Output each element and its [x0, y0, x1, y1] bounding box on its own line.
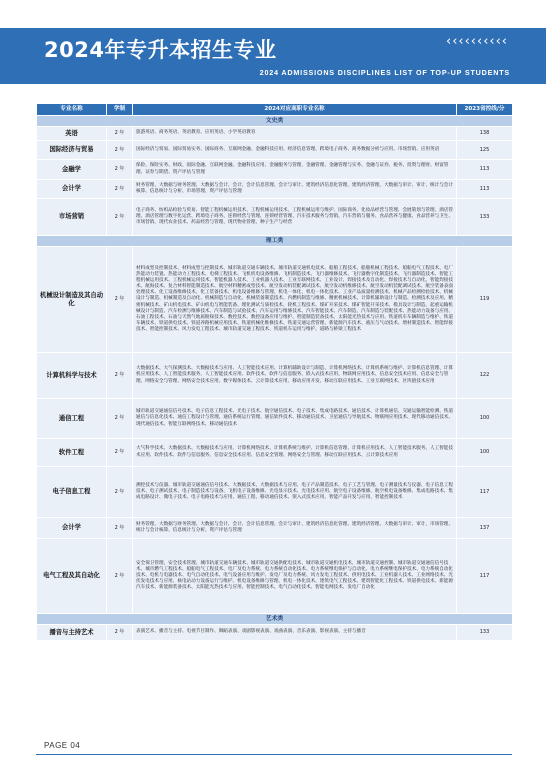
category-row-wenshi [37, 116, 513, 127]
table-row [37, 127, 513, 141]
source-majors: 大气科学技术、大数据技术、大数据技术与应用、计算机网络技术、计算机系统与维护、计算机信息管理、计算机应用技术、人工智能技术服务、人工智能技术应用、软件技术、软件与信息服务、信息安全技术应用、信息安全管理、网络安全与管理、移动互联应用技术、云计算技术应用 [133, 439, 457, 467]
control-score: 138 [457, 127, 513, 141]
study-length: 2 年 [107, 399, 133, 439]
chevron-decoration-icon: ‹‹‹‹‹‹‹‹‹‹ [446, 34, 508, 49]
study-length: 2 年 [107, 141, 133, 160]
source-majors: 电子商务、纺织品检验与贸易、智能工程机械运用技术、工程机械运用技术、工程机械运用与维护、国际商务、化妆品经营与管理、会展策划与管理、酒店管理、酒店管理与数字化运营、跨境电子商务、连锁经营与管理、连锁经营管理、汽车技术服务与营销、汽车营销与服务、食品营养与健康、食品营养与卫生、市场营销、现代农业技术、药品经营与管理、现代物业管理、种子生产与经营 [133, 199, 457, 236]
table-row [37, 399, 513, 439]
category-label: 艺术类 [37, 614, 513, 625]
major-name: 电子信息工程 [37, 467, 107, 518]
major-name: 市场营销 [37, 199, 107, 236]
control-score: 117 [457, 467, 513, 518]
control-score: 122 [457, 353, 513, 399]
column-header-sources: 2024对应高职专业名称 [133, 104, 457, 116]
table-row [37, 539, 513, 614]
study-length: 2 年 [107, 247, 133, 353]
control-score: 117 [457, 539, 513, 614]
table-row [37, 625, 513, 641]
table-row [37, 199, 513, 236]
control-score: 133 [457, 199, 513, 236]
source-majors: 安全保卫管理、安全技术管理、城市轨道交通车辆技术、城市轨道交通供配电技术、城市轨道交通机电技术、城市轨道交通控制、城市轨道交通通信信号技术、城市燃气工程技术、船舶电气工程技术、电厂及电力系统、电力系统自动化技术、电力系统继电保护与自动化、电力系统继电保护技术、电力系统自动化技术、电机与电器技术、电气自动化技术、电气设备应用与维护、发电厂及电力系统、风力发电工程技术、供用电技术、工业机器人技术、工业网络技术、光伏发电技术与应用、核电站动力设备运行与维护、机电设备维修与管理、机电一体化技术、建筑电气工程技术、建筑智能化工程技术、铁道供电技术、新能源汽车技术、新能源装备技术、太阳能光热技术与应用、智能控制技术、电气自动化技术、智能电网技术、发电厂自动化 [133, 539, 457, 614]
major-name: 电气工程及其自动化 [37, 539, 107, 614]
control-score: 125 [457, 141, 513, 160]
column-header-major: 专业名称 [37, 104, 107, 116]
table-row [37, 518, 513, 539]
control-score: 100 [457, 399, 513, 439]
major-name: 播音与主持艺术 [37, 625, 107, 641]
source-majors: 财务管理、大数据与财务管理、大数据与会计、会计、会计信息管理、会计与审计、建筑经济信息化管理、建筑经济管理、大数据与审计、审计、统计与会计核算、信息统计与分析、市场管理、资产评估与管理 [133, 180, 457, 199]
table-row [37, 353, 513, 399]
study-length: 2 年 [107, 467, 133, 518]
table-row [37, 247, 513, 353]
table-row [37, 439, 513, 467]
major-name: 英语 [37, 127, 107, 141]
control-score: 113 [457, 180, 513, 199]
study-length: 2 年 [107, 518, 133, 539]
table-header-row [37, 104, 513, 116]
table-row [37, 160, 513, 180]
study-length: 2 年 [107, 625, 133, 641]
source-majors: 财务管理、大数据与财务管理、大数据与会计、会计、会计信息管理、会计与审计、建筑经济信息化管理、建筑经济管理、大数据与审计、审计、市场管理、统计与会计核算、信息统计与分析、资产评估与管理 [133, 518, 457, 539]
major-name: 机械设计制造及其自动化 [37, 247, 107, 353]
table-row [37, 141, 513, 160]
source-majors: 城市轨道交通通信信号技术、电子信息工程技术、光电子技术、航空通信技术、电子技术、集成电路技术、通信技术、计算机通信、交通运输智能检测、铁道通信与信息化技术、通信工程设计与管理、通信系统运行管理、通信软件技术、移动通信技术、卫星通信与导航技术、物联网应用技术、现代移动通信技术、现代通信技术、智能互联网络技术、移动通信技术 [133, 399, 457, 439]
study-length: 2 年 [107, 539, 133, 614]
control-score: 100 [457, 439, 513, 467]
source-majors: 保险、保险实务、财政、国际金融、互联网金融、金融科技应用、金融服务与管理、金融管理、金融管理与实务、金融与证券、税务、投资与理财、财富管理、证券与期货、资产评估与管理 [133, 160, 457, 180]
study-length: 2 年 [107, 199, 133, 236]
column-header-length: 学制 [107, 104, 133, 116]
page-number: PAGE 04 [44, 741, 81, 750]
study-length: 2 年 [107, 353, 133, 399]
category-row-yishu [37, 614, 513, 625]
study-length: 2 年 [107, 127, 133, 141]
source-majors: 旅游英语、商务英语、英语教育、应用英语、小学英语教育 [133, 127, 457, 141]
category-label: 文史类 [37, 116, 513, 127]
study-length: 2 年 [107, 439, 133, 467]
major-name: 软件工程 [37, 439, 107, 467]
control-score: 137 [457, 518, 513, 539]
source-majors: 材料成型及控制技术、材料成型与控制技术、城市轨道交通车辆技术、城市轨道交通机电技术、船舶工程技术、船舶机械工程技术、船舶电气工程技术、电厂热能动力装置、热能动力工程技术、电梯工程技术、飞机机电设备维修、飞机制造技术、飞行器维修技术、飞行器数字化制造技术、飞行器制造技术、智能工程机械运用技术、工程机械运用技术、智能机器人技术、工业机器人技术、工业互联网技术、工业设计、焊接技术及自动化、焊接技术与自动化、智能焊接技术、航海技术、复合材料智能制造技术、航空材料精密成型技术、航空发动机装配调试技术、航空发动机维修技术、航空发动机装配调试技术、航空装备表面处理技术、化工设备维修技术、化工装备技术、机电设备维修与管理、机电一体化、机电一体化技术、工业产品质量检测技术、机械产品检测检验技术、机械设计与制造、机械制造及自动化、机械制造与自动化、机械装备制造技术、内燃机制造与维修、精密机械技术、计算机辅助设计与制造、检测技术及应用、精密机械技术、矿山机电技术、矿山机电与智能装备、理化测试与质检技术、轮机工程技术、煤矿开采技术、煤矿智能开采技术、模具设计与制造、起重运输机械设计与制造、汽车检测与维修技术、汽车制造与试验技术、汽车运用与维修技术、汽车智能技术、汽车制造、汽车制造与装配技术、热能动力设备与应用、石油工程技术、石油与天然气地质勘探技术、数控技术、数控设备应用与维护、智能制造装备技术、太阳能光热技术与应用、铁道机车车辆制造与维护、铁道车辆技术、铁道供电技术、铁道养路机械应用技术、铁道机械化维修技术、铁道交通运营管理、新能源汽车技术、液压与气动技术、增材制造技术、智能焊接技术、智能控制技术、风力发电工程技术、城市轨道交通工程技术、铁道机车运用与维护、道路与桥梁工程技术 [133, 247, 457, 353]
study-length: 2 年 [107, 160, 133, 180]
major-name: 会计学 [37, 518, 107, 539]
study-length: 2 年 [107, 180, 133, 199]
table-row [37, 467, 513, 518]
major-name: 金融学 [37, 160, 107, 180]
category-label: 理工类 [37, 236, 513, 247]
category-row-ligong [37, 236, 513, 247]
table-row [37, 180, 513, 199]
source-majors: 大数据技术、大气探测技术、大数据技术与应用、人工智能技术应用、计算机辅助设计与制造、计算机网络技术、计算机系统与维护、计算机信息管理、计算机应用技术、人工智能技术服务、人工智能技术应用、软件技术、软件与信息服务、嵌入式技术应用、物联网应用技术、信息安全技术应用、信息安全与管理、网络安全与管理、网络安全技术应用、数字媒体技术、云计算技术应用、移动应用开发、移动互联应用技术、工业互联网技术、区块链技术应用 [133, 353, 457, 399]
major-name: 会计学 [37, 180, 107, 199]
footer-rule [36, 754, 512, 755]
page-subtitle: 2024 ADMISSIONS DISCIPLINES LIST OF TOP-UP STUDENTS [259, 68, 510, 77]
header-banner [0, 28, 546, 84]
control-score: 119 [457, 247, 513, 353]
source-majors: 测控技术与仪器、城市轨道交通通信信号技术、大数据技术、大数据技术与应用、电子产品制造技术、电子工艺与管理、电子测量技术与仪器、电子信息工程技术、电子测试技术、电子制造技术与设备、飞机电子设备维修、光电显示技术、光电技术应用、航空电子设备维修、航空机电设备维修、集成电路技术、集成电路设计、微电子技术、电子电路技术与应用、通信工程、移动通信技术、嵌入式技术应用、智能产品开发与应用、智能控制技术 [133, 467, 457, 518]
control-score: 133 [457, 625, 513, 641]
major-name: 通信工程 [37, 399, 107, 439]
major-name: 计算机科学与技术 [37, 353, 107, 399]
source-majors: 国际经济与贸易、国际贸易实务、国际商务、互联网金融、金融科技应用、经济信息管理、跨境电子商务、商务数据分析与应用、市场营销、应用英语 [133, 141, 457, 160]
page-title: 2024年专升本招生专业 [44, 38, 277, 62]
column-header-quota: 2023省控线/分 [457, 104, 513, 116]
source-majors: 表演艺术、播音与主持、电视节目制作、舞蹈表演、戏剧影视表演、戏曲表演、音乐表演、影视表演、主持与播音 [133, 625, 457, 641]
major-name: 国际经济与贸易 [37, 141, 107, 160]
control-score: 113 [457, 160, 513, 180]
majors-table [36, 103, 513, 641]
